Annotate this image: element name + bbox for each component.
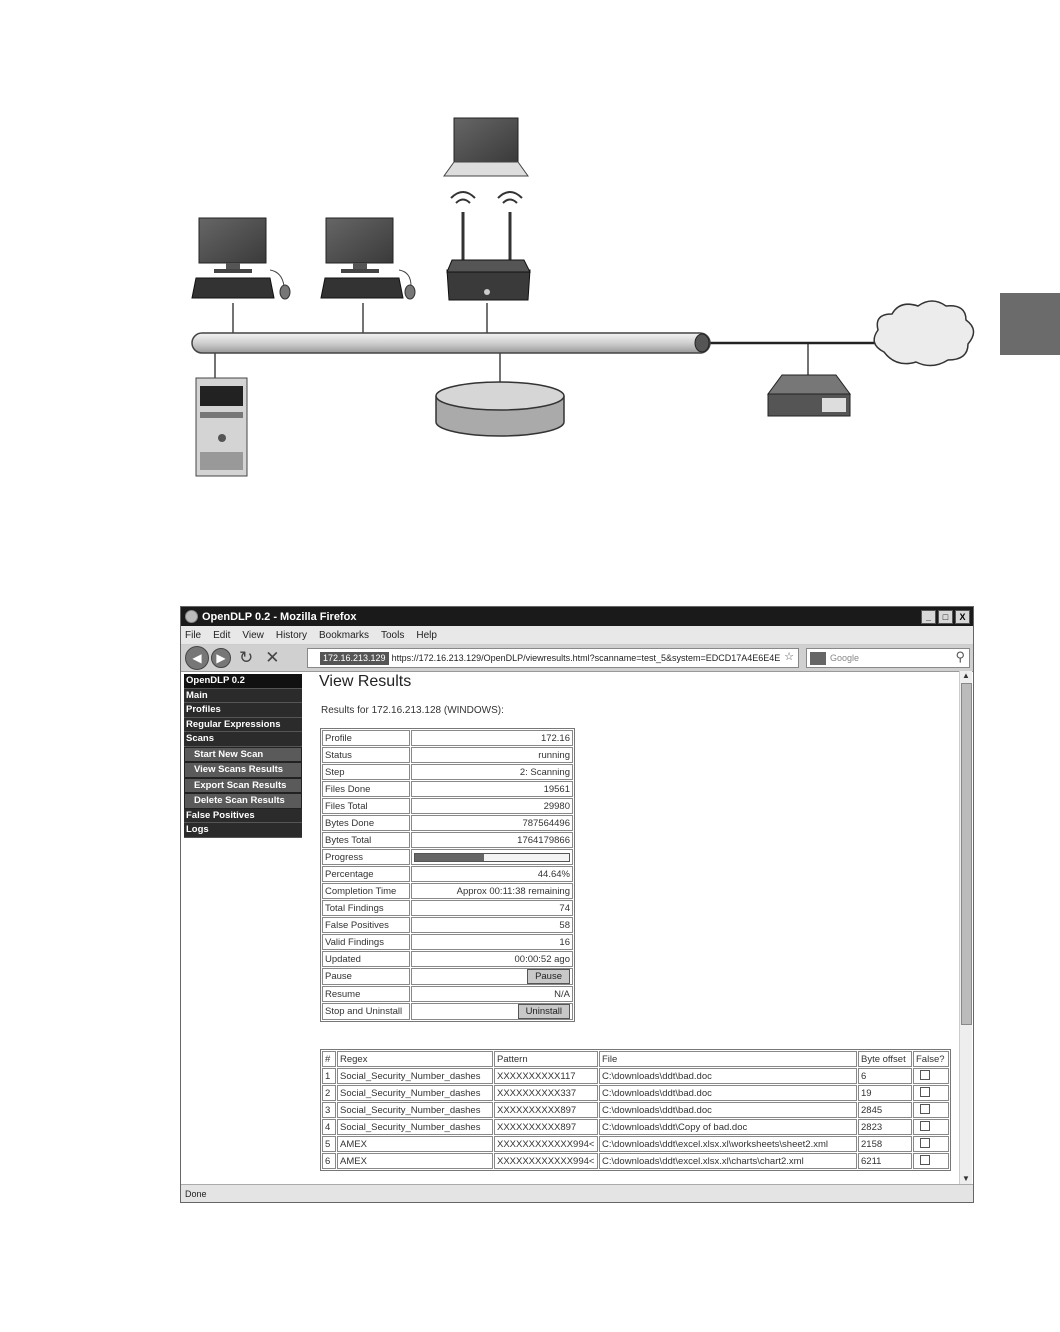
- firefox-icon: [185, 610, 198, 623]
- finding-regex: Social_Security_Number_dashes: [337, 1119, 493, 1135]
- forward-button[interactable]: ▶: [211, 648, 231, 668]
- sidebar-item-scans[interactable]: Scans: [184, 732, 302, 747]
- status-key: Status: [322, 747, 410, 763]
- finding-file: C:\downloads\ddt\excel.xlsx.xl\worksheets\sheet2.xml: [599, 1136, 857, 1152]
- finding-file: C:\downloads\ddt\Copy of bad.doc: [599, 1119, 857, 1135]
- finding-offset: 6211: [858, 1153, 912, 1169]
- finding-regex: Social_Security_Number_dashes: [337, 1102, 493, 1118]
- page-content: [181, 671, 961, 1185]
- status-row: [322, 747, 573, 763]
- finding-n: 3: [322, 1102, 336, 1118]
- status-key: Profile: [322, 730, 410, 746]
- close-button[interactable]: X: [955, 610, 970, 624]
- findings-table: [320, 1049, 951, 1171]
- status-row: [322, 917, 573, 933]
- progress-cell: [411, 849, 573, 865]
- status-key: Bytes Total: [322, 832, 410, 848]
- wireless-router: [447, 212, 530, 300]
- sidebar-item-main[interactable]: Main: [184, 689, 302, 704]
- status-value: 58: [411, 917, 573, 933]
- stop-icon[interactable]: ✕: [265, 648, 280, 667]
- finding-file: C:\downloads\ddt\bad.doc: [599, 1102, 857, 1118]
- finding-n: 4: [322, 1119, 336, 1135]
- false-positive-cell: [913, 1136, 949, 1152]
- status-row: [322, 883, 573, 899]
- status-value: 2: Scanning: [411, 764, 573, 780]
- network-backbone: [192, 333, 710, 353]
- false-positive-checkbox[interactable]: [920, 1138, 930, 1148]
- search-placeholder: Google: [830, 653, 860, 663]
- status-value: 00:00:52 ago: [411, 951, 573, 967]
- finding-file: C:\downloads\ddt\bad.doc: [599, 1068, 857, 1084]
- false-positive-checkbox[interactable]: [920, 1121, 930, 1131]
- finding-regex: Social_Security_Number_dashes: [337, 1068, 493, 1084]
- title-bar: [181, 607, 973, 626]
- pause-button[interactable]: Pause: [527, 969, 570, 984]
- status-value: 74: [411, 900, 573, 916]
- status-value: N/A: [411, 986, 573, 1002]
- status-key: Bytes Done: [322, 815, 410, 831]
- status-value: 16: [411, 934, 573, 950]
- finding-file: C:\downloads\ddt\excel.xlsx.xl\charts\chart2.xml: [599, 1153, 857, 1169]
- finding-offset: 19: [858, 1085, 912, 1101]
- table-row: [322, 1085, 949, 1101]
- menu-edit[interactable]: Edit: [213, 629, 231, 641]
- status-row: [322, 798, 573, 814]
- status-row: [322, 986, 573, 1002]
- sidebar-item-opendlp-0-2[interactable]: OpenDLP 0.2: [184, 674, 302, 689]
- status-key: Resume: [322, 986, 410, 1002]
- status-key: Files Done: [322, 781, 410, 797]
- status-key: Step: [322, 764, 410, 780]
- false-positive-cell: [913, 1085, 949, 1101]
- status-row: [322, 951, 573, 967]
- back-button[interactable]: ◀: [185, 646, 209, 670]
- browser-window: [180, 606, 974, 1203]
- false-positive-checkbox[interactable]: [920, 1087, 930, 1097]
- desktop-computer-1: [192, 218, 290, 299]
- findings-header: False?: [913, 1051, 949, 1067]
- status-row: [322, 764, 573, 780]
- internet-cloud-icon: [874, 301, 973, 366]
- scroll-down-icon[interactable]: ▼: [962, 1174, 970, 1183]
- progress-bar: [414, 853, 570, 862]
- status-row: [322, 849, 573, 865]
- bookmark-star-icon[interactable]: ☆: [784, 651, 794, 663]
- status-row: [322, 1003, 573, 1020]
- table-row: [322, 1068, 949, 1084]
- wifi-signal-icon: [451, 192, 522, 203]
- status-row: [322, 730, 573, 746]
- status-row: [322, 900, 573, 916]
- table-row: [322, 1153, 949, 1169]
- finding-pattern: XXXXXXXXXXXX994<: [494, 1153, 598, 1169]
- status-value: 172.16: [411, 730, 573, 746]
- findings-header: #: [322, 1051, 336, 1067]
- finding-pattern: XXXXXXXXXX337: [494, 1085, 598, 1101]
- menu-file[interactable]: File: [185, 629, 202, 641]
- site-identity-badge[interactable]: 172.16.213.129: [320, 652, 389, 665]
- finding-n: 2: [322, 1085, 336, 1101]
- navigation-toolbar: [181, 645, 973, 672]
- status-key: False Positives: [322, 917, 410, 933]
- finding-offset: 2845: [858, 1102, 912, 1118]
- menu-bookmarks[interactable]: Bookmarks: [318, 629, 369, 641]
- status-key: Pause: [322, 968, 410, 985]
- search-icon[interactable]: ⚲: [955, 649, 965, 664]
- status-button-cell: [411, 968, 573, 985]
- status-key: Completion Time: [322, 883, 410, 899]
- false-positive-cell: [913, 1068, 949, 1084]
- address-bar[interactable]: [307, 648, 799, 668]
- finding-n: 5: [322, 1136, 336, 1152]
- status-value: 1764179866: [411, 832, 573, 848]
- vertical-scrollbar[interactable]: [959, 671, 972, 1185]
- url-text: https://172.16.213.129/OpenDLP/viewresults.html?scanname=test_5&system=EDCD17A4E6E4E: [391, 653, 781, 663]
- finding-pattern: XXXXXXXXXXXX994<: [494, 1136, 598, 1152]
- sidebar-menu: [184, 674, 302, 838]
- finding-offset: 2823: [858, 1119, 912, 1135]
- finding-file: C:\downloads\ddt\bad.doc: [599, 1085, 857, 1101]
- search-engine-icon[interactable]: [810, 652, 826, 665]
- status-bar: [181, 1184, 973, 1202]
- false-positive-cell: [913, 1119, 949, 1135]
- finding-pattern: XXXXXXXXXX117: [494, 1068, 598, 1084]
- reload-icon[interactable]: ↻: [239, 648, 254, 667]
- sidebar-item-start-new-scan[interactable]: Start New Scan: [184, 747, 302, 763]
- finding-pattern: XXXXXXXXXX897: [494, 1102, 598, 1118]
- finding-offset: 2158: [858, 1136, 912, 1152]
- status-key: Stop and Uninstall: [322, 1003, 410, 1020]
- network-diagram: [0, 0, 1060, 520]
- sidebar-item-export-scan-results[interactable]: Export Scan Results: [184, 778, 302, 794]
- minimize-button[interactable]: _: [921, 610, 936, 624]
- menu-bar: [181, 626, 973, 645]
- window-title: OpenDLP 0.2 - Mozilla Firefox: [202, 610, 357, 623]
- progress-fill: [415, 854, 484, 861]
- finding-regex: Social_Security_Number_dashes: [337, 1085, 493, 1101]
- results-for-label: Results for 172.16.213.128 (WINDOWS):: [321, 705, 504, 716]
- status-key: Updated: [322, 951, 410, 967]
- uninstall-button[interactable]: Uninstall: [518, 1004, 570, 1019]
- findings-header: Regex: [337, 1051, 493, 1067]
- status-key: Total Findings: [322, 900, 410, 916]
- menu-history[interactable]: History: [275, 629, 307, 641]
- status-row: [322, 866, 573, 882]
- table-row: [322, 1119, 949, 1135]
- tower-server: [196, 378, 247, 476]
- scrollbar-thumb[interactable]: [961, 683, 972, 1025]
- false-positive-checkbox[interactable]: [920, 1155, 930, 1165]
- status-key: Percentage: [322, 866, 410, 882]
- status-value: 787564496: [411, 815, 573, 831]
- findings-header: File: [599, 1051, 857, 1067]
- status-row: [322, 781, 573, 797]
- maximize-button[interactable]: □: [938, 610, 953, 624]
- status-key: Progress: [322, 849, 410, 865]
- page-title: View Results: [319, 673, 412, 690]
- false-positive-checkbox[interactable]: [920, 1070, 930, 1080]
- status-value: 44.64%: [411, 866, 573, 882]
- desktop-computer-2: [321, 218, 415, 299]
- finding-offset: 6: [858, 1068, 912, 1084]
- laptop: [444, 118, 528, 176]
- status-row: [322, 934, 573, 950]
- status-key: Files Total: [322, 798, 410, 814]
- findings-header: Pattern: [494, 1051, 598, 1067]
- finding-n: 6: [322, 1153, 336, 1169]
- status-text: Done: [185, 1188, 207, 1199]
- menu-help[interactable]: Help: [416, 629, 437, 641]
- search-box[interactable]: [806, 648, 970, 668]
- finding-regex: AMEX: [337, 1136, 493, 1152]
- sidebar-item-false-positives[interactable]: False Positives: [184, 809, 302, 824]
- status-value: 29980: [411, 798, 573, 814]
- status-value: Approx 00:11:38 remaining: [411, 883, 573, 899]
- status-row: [322, 815, 573, 831]
- sidebar-item-regular-expressions[interactable]: Regular Expressions: [184, 718, 302, 733]
- finding-regex: AMEX: [337, 1153, 493, 1169]
- status-key: Valid Findings: [322, 934, 410, 950]
- sidebar-item-view-scans-results[interactable]: View Scans Results: [184, 762, 302, 778]
- status-row: [322, 832, 573, 848]
- scroll-up-icon[interactable]: ▲: [962, 671, 970, 680]
- findings-header: Byte offset: [858, 1051, 912, 1067]
- false-positive-checkbox[interactable]: [920, 1104, 930, 1114]
- scan-status-table: [320, 728, 575, 1022]
- table-row: [322, 1102, 949, 1118]
- sidebar-item-delete-scan-results[interactable]: Delete Scan Results: [184, 793, 302, 809]
- status-button-cell: [411, 1003, 573, 1020]
- false-positive-cell: [913, 1153, 949, 1169]
- sidebar-item-profiles[interactable]: Profiles: [184, 703, 302, 718]
- false-positive-cell: [913, 1102, 949, 1118]
- finding-pattern: XXXXXXXXXX897: [494, 1119, 598, 1135]
- network-appliance: [768, 375, 850, 416]
- status-value: 19561: [411, 781, 573, 797]
- menu-tools[interactable]: Tools: [381, 629, 405, 641]
- database-icon: [436, 382, 564, 436]
- sidebar-item-logs[interactable]: Logs: [184, 823, 302, 838]
- menu-view[interactable]: View: [242, 629, 264, 641]
- status-row: [322, 968, 573, 985]
- status-value: running: [411, 747, 573, 763]
- table-row: [322, 1136, 949, 1152]
- finding-n: 1: [322, 1068, 336, 1084]
